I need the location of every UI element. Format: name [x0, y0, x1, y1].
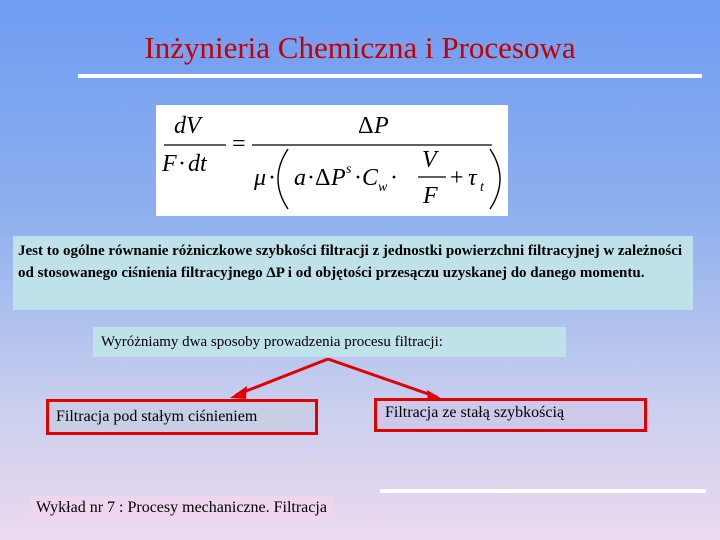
constant-rate-box: Filtracja ze stałą szybkością	[374, 398, 647, 432]
svg-text:F: F	[423, 183, 438, 209]
svg-text:dV: dV	[174, 113, 201, 139]
svg-text:w: w	[378, 180, 388, 195]
svg-text:P: P	[331, 165, 346, 191]
svg-text:a: a	[294, 165, 306, 191]
svg-text:·: ·	[178, 151, 186, 177]
svg-text:·Δ: ·Δ	[307, 165, 331, 191]
svg-text:P: P	[374, 113, 389, 139]
svg-text:F: F	[162, 151, 177, 177]
lecture-footer: Wykład nr 7 : Procesy mechaniczne. Filtracja	[30, 496, 333, 520]
svg-text:τ: τ	[468, 165, 477, 191]
svg-text:dt: dt	[188, 151, 207, 177]
footer-rule	[380, 489, 706, 493]
svg-text:C: C	[362, 165, 379, 191]
svg-text:s: s	[346, 162, 352, 177]
svg-text:μ: μ	[254, 165, 267, 191]
svg-text:t: t	[480, 180, 484, 195]
svg-text:Δ: Δ	[358, 113, 374, 139]
svg-text:V: V	[422, 147, 437, 173]
slide-title: Inżynieria Chemiczna i Procesowa	[144, 30, 576, 65]
svg-text:=: =	[232, 131, 246, 157]
svg-text:+: +	[450, 165, 464, 191]
svg-text:·: ·	[390, 165, 398, 191]
constant-pressure-box: Filtracja pod stałym ciśnieniem	[46, 399, 318, 435]
methods-heading: Wyróżniamy dwa sposoby prowadzenia procesu filtracji:	[93, 327, 566, 357]
left-arrowhead	[230, 386, 247, 399]
svg-text:·: ·	[354, 165, 362, 191]
svg-text:·: ·	[268, 165, 276, 191]
equation-description: Jest to ogólne równanie różniczkowe szybkości filtracji z jednostki powierzchni filtracyjnej w zależności od stosowanego ciśnienia filtracyjnego ΔP i od objętości przesączu uzyskanej do danego momentu.	[13, 236, 693, 310]
